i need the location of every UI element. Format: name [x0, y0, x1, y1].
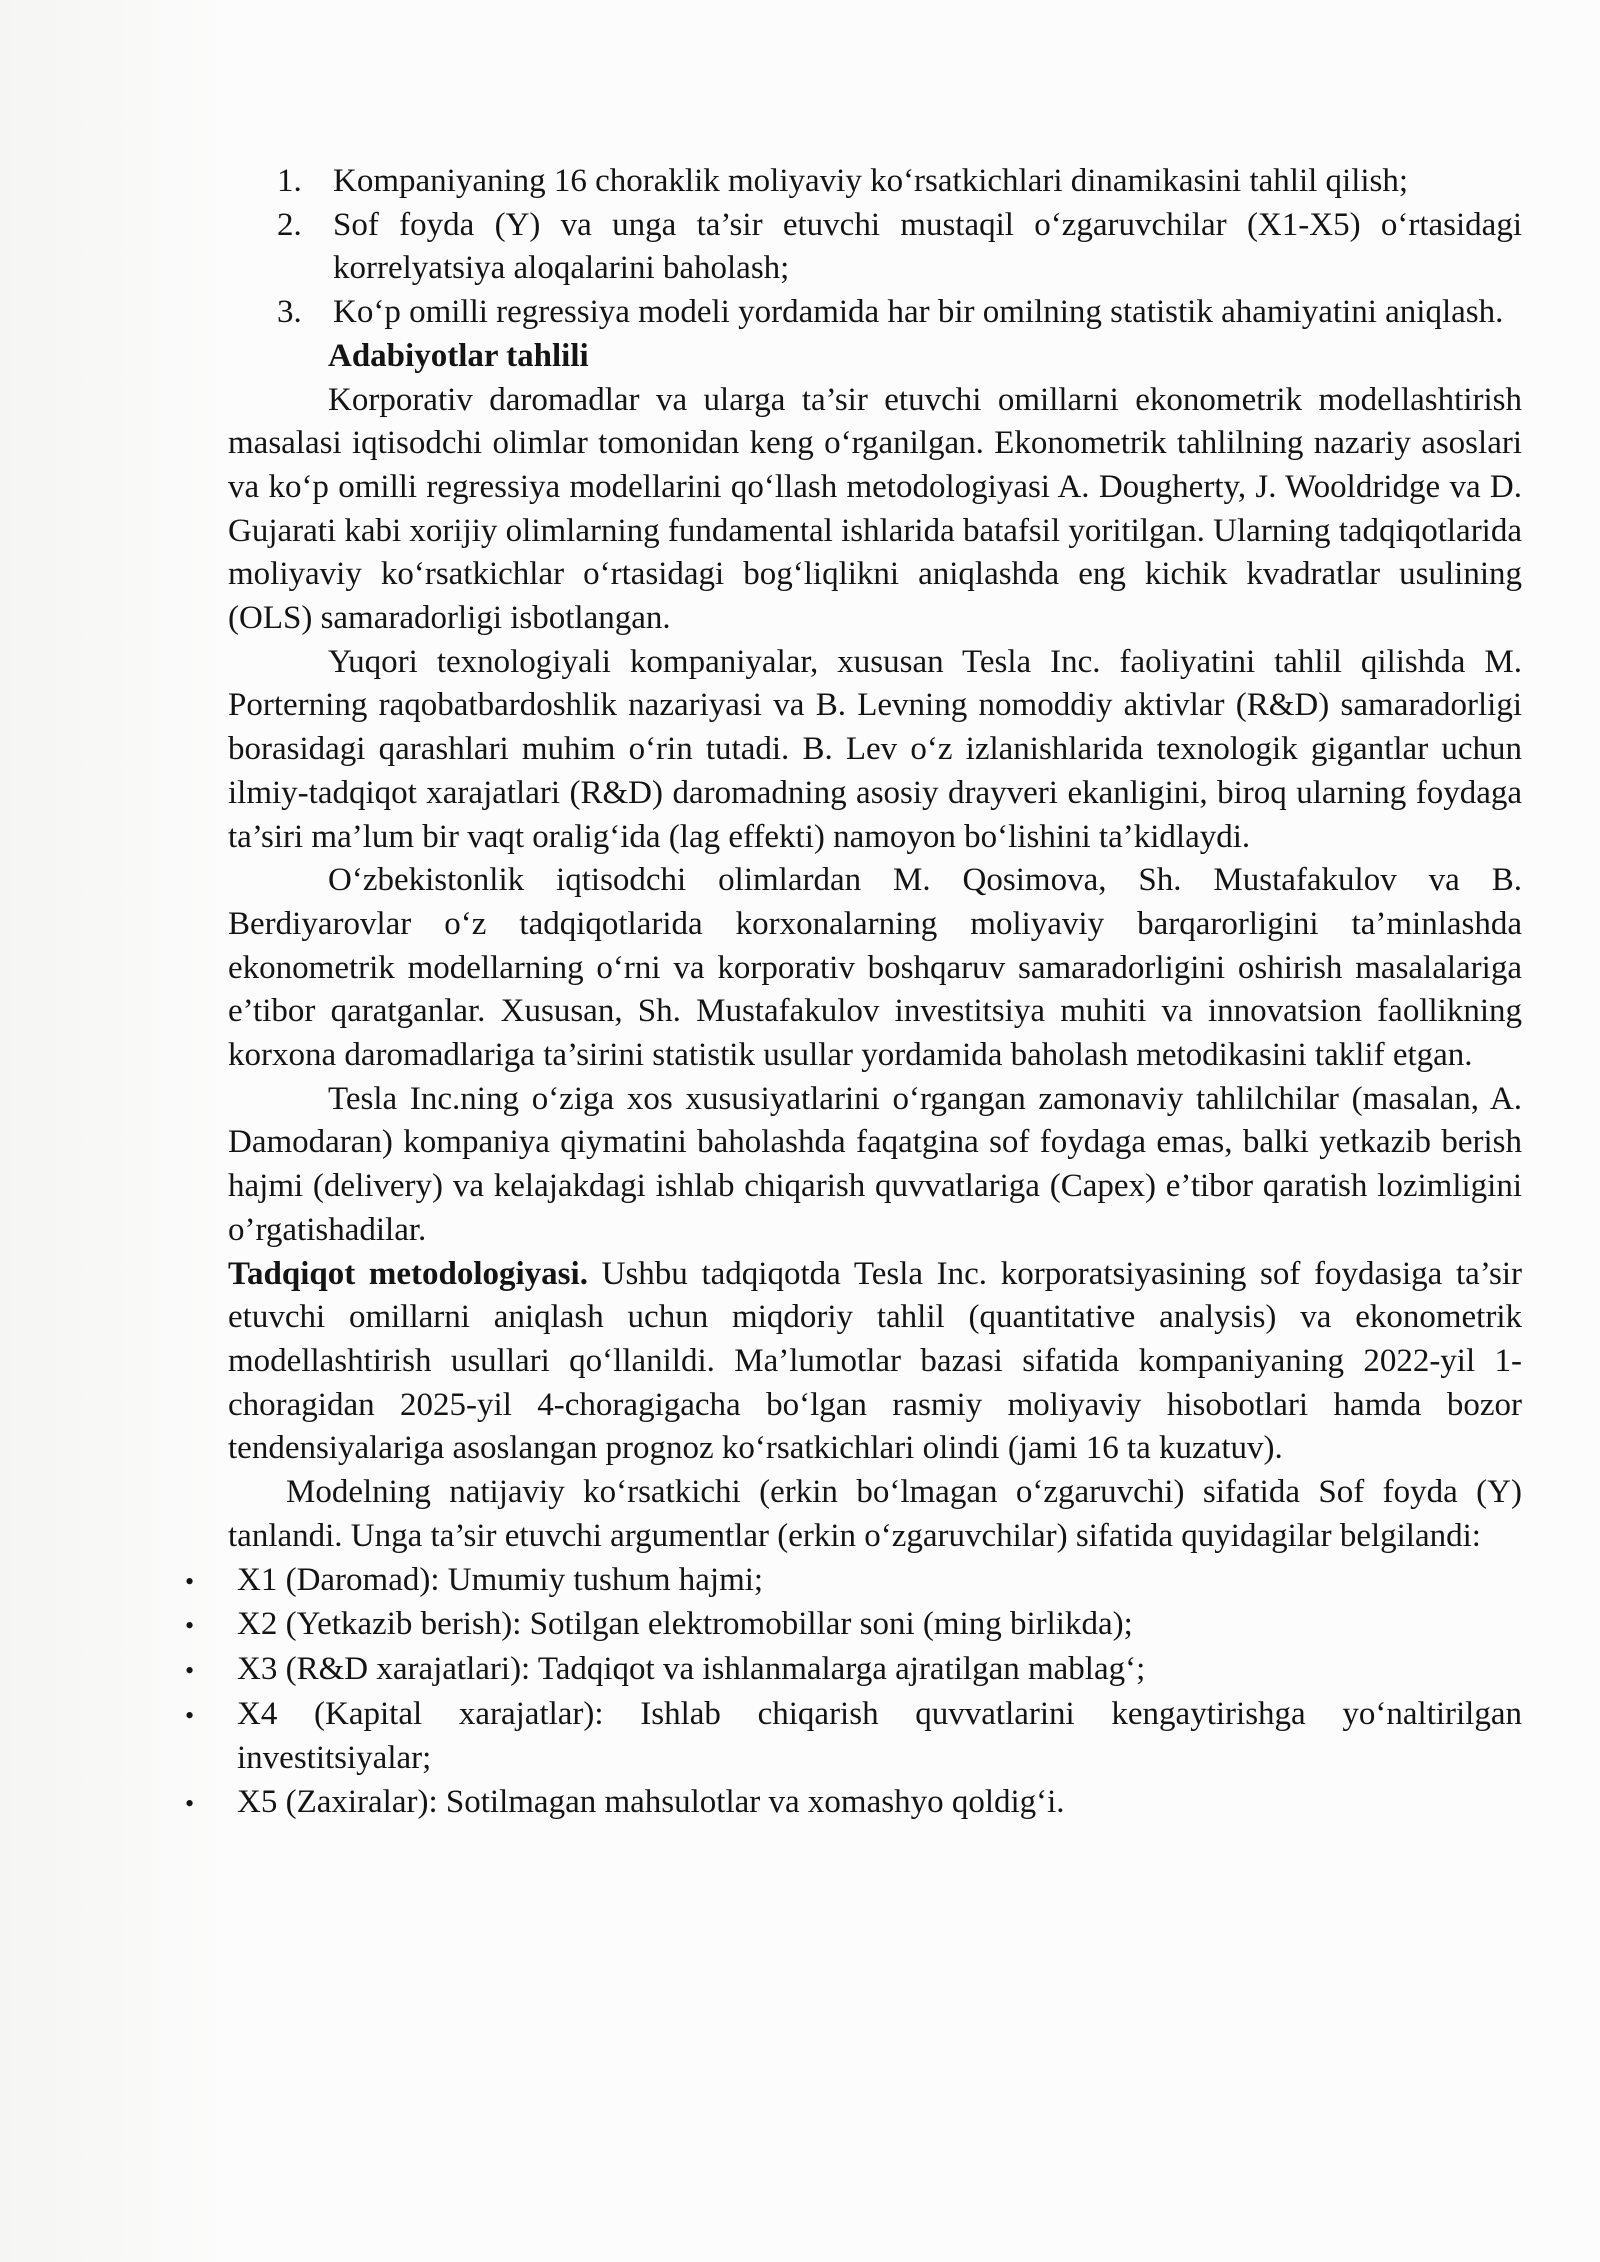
paragraph-literature-2: Yuqori texnologiyali kompaniyalar, xususan Tesla Inc. faoliyatini tahlil qilishda M. Porterning raqobatbardoshlik nazariyasi va B. Levning nomoddiy aktivlar (R&D) samaradorligi borasidagi qarashlari muhim o‘rin tutadi. B. Lev o‘z izlanishlarida texnologik gigantlar uchun ilmiy-tadqiqot xarajatlari (R&D) daromadning asosiy drayveri ekanligini, biroq ularning foydaga ta’siri ma’lum bir vaqt oralig‘ida (lag effekti) namoyon bo‘lishini ta’kidlaydi.	[228, 643, 1522, 855]
paragraph-methodology	[228, 1253, 1522, 1472]
bullet-icon: •	[185, 1700, 195, 1730]
bullet-icon: •	[185, 1566, 195, 1596]
bullet-icon: •	[185, 1611, 195, 1641]
paragraph-literature-1: Korporativ daromadlar va ularga ta’sir etuvchi omillarni ekonometrik modellashtirish masalasi iqtisodchi olimlar tomonidan keng o‘rganilgan. Ekonometrik tahlilning nazariy asoslari va ko‘p omilli regressiya modellarini qo‘llash metodologiyasi A. Dougherty, J. Wooldridge va D. Gujarati kabi xorijiy olimlarning fundamental ishlarida batafsil yoritilgan. Ularning tadqiqotlarida moliyaviy ko‘rsatkichlar o‘rtasidagi bog‘liqlikni aniqlashda eng kichik kvadratlar usulining (OLS) samaradorligi isbotlangan.	[228, 381, 1522, 637]
section-heading-literature-review: Adabiyotlar tahlili	[328, 337, 589, 374]
bullet-x2-text: X2 (Yetkazib berish): Sotilgan elektromobillar soni (ming birlikda);	[237, 1606, 1133, 1643]
numbered-item-2-text: Sof foyda (Y) va unga ta’sir etuvchi mustaqil o‘zgaruvchilar (X1-X5) o‘rtasidagi korrelyatsiya aloqalarini baholash;	[333, 206, 1522, 287]
paragraph-literature-4: Tesla Inc.ning o‘ziga xos xususiyatlarini o‘rgangan zamonaviy tahlilchilar (masalan, A. Damodaran) kompaniya qiymatini baholashda faqatgina sof foydaga emas, balki yetkazib berish hajmi (delivery) va kelajakdagi ishlab chiqarish quvvatlariga (Capex) e’tibor qaratish lozimligini o’rgatishadilar.	[228, 1080, 1522, 1248]
bullet-x3-text: X3 (R&D xarajatlari): Tadqiqot va ishlanmalarga ajratilgan mablag‘;	[237, 1650, 1146, 1687]
list-number: 3.	[277, 294, 302, 331]
bullet-icon: •	[185, 1789, 195, 1819]
paragraph-model-variables: Modelning natijaviy ko‘rsatkichi (erkin bo‘lmagan o‘zgaruvchi) sifatida Sof foyda (Y) tanlandi. Unga ta’sir etuvchi argumentlar (erkin o‘zgaruvchilar) sifatida quyidagilar belgilandi:	[228, 1474, 1522, 1554]
numbered-item-1-text: Kompaniyaning 16 choraklik moliyaviy ko‘rsatkichlari dinamikasini tahlil qilish;	[333, 163, 1409, 199]
bullet-item-x2	[185, 1603, 1522, 1648]
bullet-item-x4	[185, 1693, 1522, 1781]
methodology-heading-inline: Tadqiqot metodologiyasi.	[228, 1255, 588, 1292]
methodology-body-text: Ushbu tadqiqotda Tesla Inc. korporatsiyasining sof foydasiga ta’sir etuvchi omillarni aniqlash uchun miqdoriy tahlil (quantitative analysis) va ekonometrik modellashtirish usullari qo‘llanildi. Ma’lumotlar bazasi sifatida kompaniyaning 2022-yil 1-choragidan 2025-yil 4-choragigacha bo‘lgan rasmiy moliyaviy hisobotlari hamda bozor tendensiyalariga asoslangan prognoz ko‘rsatkichlari olindi (jami 16 ta kuzatuv).	[228, 1255, 1522, 1467]
list-number: 1.	[277, 163, 302, 199]
bullet-x4-text: X4 (Kapital xarajatlar): Ishlab chiqarish quvvatlarini kengaytirishga yo‘naltirilgan investitsiyalar;	[237, 1695, 1522, 1777]
numbered-item-3	[228, 291, 1522, 335]
bullet-x5-text: X5 (Zaxiralar): Sotilmagan mahsulotlar va xomashyo qoldig‘i.	[237, 1784, 1065, 1821]
bullet-item-x5	[185, 1781, 1522, 1826]
bullet-icon: •	[185, 1655, 195, 1685]
text-block	[185, 160, 1522, 1826]
list-number: 2.	[277, 206, 302, 243]
paragraph-literature-3: O‘zbekistonlik iqtisodchi olimlardan M. Qosimova, Sh. Mustafakulov va B. Berdiyarovlar o‘z tadqiqotlarida korxonalarning moliyaviy barqarorligini ta’minlashda ekonometrik modellarning o‘rni va korporativ boshqaruv samaradorligini oshirish masalalariga e’tibor qaratganlar. Xususan, Sh. Mustafakulov investitsiya muhiti va innovatsion faollikning korxona daromadlariga ta’sirini statistik usullar yordamida baholash metodikasini taklif etgan.	[228, 862, 1522, 1074]
bullet-x1-text: X1 (Daromad): Umumiy tushum hajmi;	[237, 1561, 764, 1598]
numbered-item-1	[228, 160, 1522, 204]
numbered-item-2	[228, 204, 1522, 291]
bullet-item-x1	[185, 1559, 1522, 1604]
bullet-item-x3	[185, 1648, 1522, 1693]
numbered-item-3-text: Ko‘p omilli regressiya modeli yordamida har bir omilning statistik ahamiyatini aniqlash.	[333, 294, 1504, 331]
